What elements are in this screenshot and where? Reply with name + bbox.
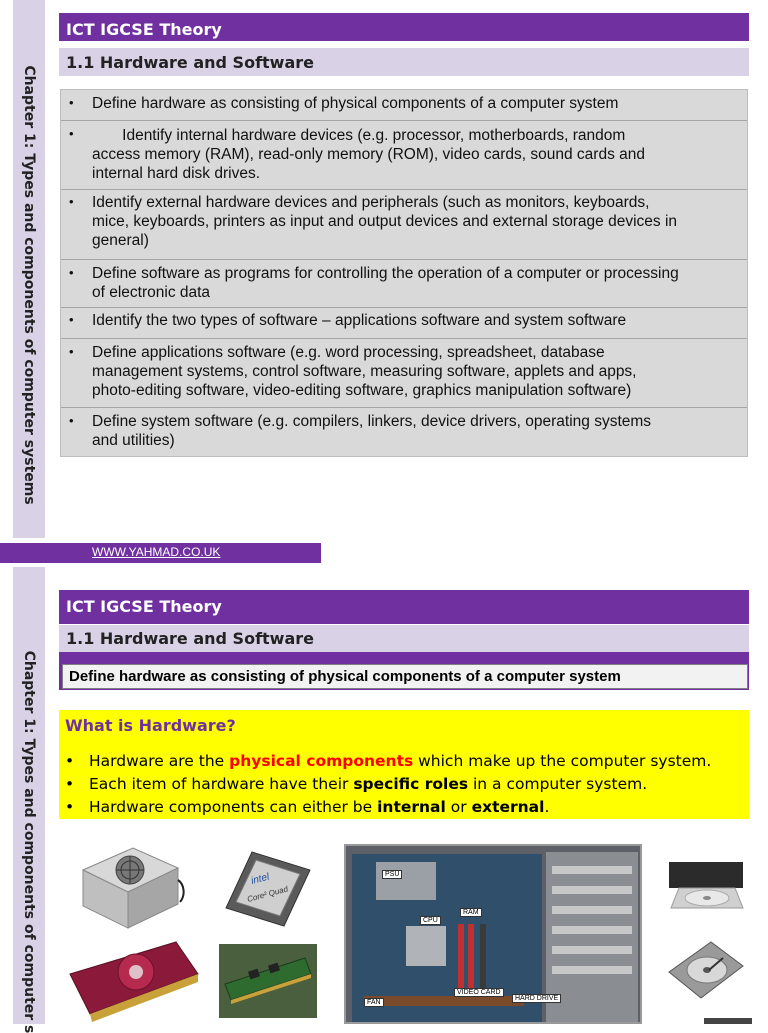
cpu-brand-text: intel: [249, 871, 271, 887]
section-header: [59, 48, 749, 76]
bullet-icon: •: [69, 265, 74, 280]
objective-box: Define hardware as consisting of physical components of a computer system: [62, 664, 748, 689]
objective-text: management systems, control software, measuring software, applets and apps,: [92, 363, 637, 380]
bullet-icon: •: [69, 126, 74, 141]
question-title: What is Hardware?: [65, 716, 236, 735]
fan-label: FAN: [364, 998, 384, 1007]
objective-text: of electronic data: [92, 284, 211, 301]
objective-text: and utilities): [92, 432, 175, 449]
bullet-text: in a computer system.: [468, 775, 648, 793]
bullet-text: or: [445, 798, 472, 816]
course-title: ICT IGCSE Theory: [66, 20, 222, 39]
definition-bullet: [65, 798, 550, 816]
bullet-icon: •: [69, 95, 74, 110]
cpu-chip-icon: [222, 848, 314, 930]
hard-drive-label: HARD DRIVE: [512, 994, 561, 1003]
bullet-text: Hardware components can either be: [89, 798, 378, 816]
ram-label: RAM: [460, 908, 482, 917]
video-card-label: VIDEO CARD: [454, 988, 504, 997]
objectives-table: [60, 89, 748, 457]
course-header: [59, 13, 749, 41]
bold-text: specific roles: [353, 775, 469, 793]
definition-bullet: [65, 775, 648, 793]
computer-case-icon: [344, 844, 642, 1024]
graphics-card-icon: [66, 934, 202, 1024]
website-link[interactable]: WWW.YAHMAD.CO.UK: [92, 545, 221, 559]
objective-text: photo-editing software, video-editing software, graphics manipulation software): [92, 382, 632, 399]
bullet-text: Hardware are the: [89, 752, 230, 770]
section-header-2: [59, 625, 749, 652]
bullet-text: .: [544, 798, 550, 816]
device-edge: [704, 1018, 752, 1024]
course-title-2: ICT IGCSE Theory: [66, 597, 222, 616]
objective-row: [61, 408, 747, 456]
power-supply-icon: [78, 840, 188, 930]
objective-row: [61, 260, 747, 308]
bullet-text: Each item of hardware have their: [89, 775, 354, 793]
bold-text: internal: [377, 798, 446, 816]
objective-text: mice, keyboards, printers as input and output devices and external storage devices in: [92, 213, 678, 230]
ram-module-icon: [219, 944, 317, 1018]
bullet-icon: •: [69, 413, 74, 428]
bullet-icon: •: [65, 775, 75, 793]
cpu-label: CPU: [420, 916, 441, 925]
bullet-icon: •: [65, 752, 75, 770]
bullet-icon: •: [69, 344, 74, 359]
objective-text: Identify internal hardware devices (e.g. processor, motherboards, random: [92, 127, 626, 144]
objective-text: Define applications software (e.g. word processing, spreadsheet, database: [92, 344, 605, 361]
objective-row: [61, 339, 747, 408]
objective-text: Define system software (e.g. compilers, linkers, device drivers, operating systems: [92, 413, 652, 430]
objective-text: access memory (RAM), read-only memory (ROM), video cards, sound cards and: [92, 146, 645, 163]
highlight-text: physical components: [229, 752, 414, 770]
hardware-definition-box: [59, 710, 749, 819]
objective-text: Define software as programs for controlling the operation of a computer or processing: [92, 265, 679, 282]
chapter-side-title: Chapter 1: Types and components of computer systems: [21, 65, 37, 505]
hard-disk-icon: [665, 936, 747, 1006]
objective-row: [61, 121, 747, 190]
psu-label: PSU: [382, 870, 402, 879]
objective-row: [61, 308, 747, 339]
course-header-2: [59, 590, 749, 624]
section-title: 1.1 Hardware and Software: [66, 53, 314, 72]
objective-row: [61, 190, 747, 260]
bullet-text: which make up the computer system.: [413, 752, 712, 770]
objective-text: Define hardware as consisting of physical components of a computer system: [92, 95, 619, 112]
objective-text: general): [92, 232, 149, 249]
definition-bullet: [65, 752, 712, 770]
objective-text: Identify the two types of software – applications software and system software: [92, 312, 627, 329]
dvd-drive-icon: [665, 848, 747, 918]
objective-row: [61, 90, 747, 121]
chapter-side-title-2: Chapter 1: Types and components of computer s: [21, 650, 37, 1033]
bullet-icon: •: [65, 798, 75, 816]
section-title-2: 1.1 Hardware and Software: [66, 629, 314, 648]
objective-text: internal hard disk drives.: [92, 165, 260, 182]
cpu-model-text: Core² Quad: [246, 884, 289, 904]
objective-text: Identify external hardware devices and peripherals (such as monitors, keyboards,: [92, 194, 650, 211]
bullet-icon: •: [69, 312, 74, 327]
bold-text: external: [471, 798, 545, 816]
bullet-icon: •: [69, 194, 74, 209]
